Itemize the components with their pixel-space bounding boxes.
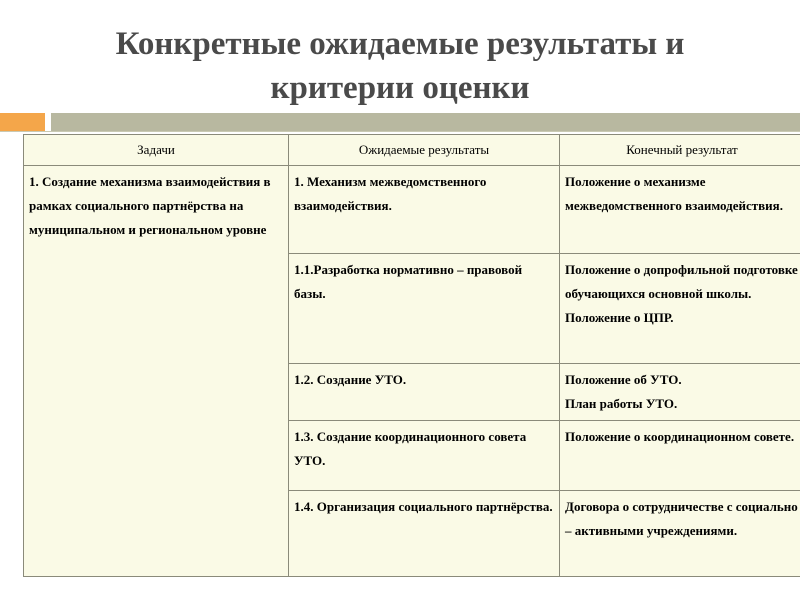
final-result-line: Положение о ЦПР. (565, 310, 674, 325)
decorative-divider (0, 131, 800, 132)
final-result-cell (560, 254, 800, 364)
final-result-cell (560, 166, 800, 254)
expected-result-cell: 1. Механизм межведомственного взаимодействия. (289, 166, 560, 254)
final-result-line: Положение о механизме межведомственного взаимодействия. (565, 174, 783, 213)
final-result-cell (560, 421, 800, 491)
expected-result-cell: 1.3. Создание координационного совета УТО. (289, 421, 560, 491)
final-result-cell (560, 364, 800, 421)
final-result-line: План работы УТО. (565, 396, 678, 411)
table-header-row (24, 135, 800, 166)
final-result-cell (560, 491, 800, 577)
decorative-bar-gray (51, 113, 800, 132)
final-result-line: Договора о сотрудничестве с социально – активными учреждениями. (565, 499, 798, 538)
header-tasks: Задачи (24, 135, 289, 166)
header-expected-results: Ожидаемые результаты (289, 135, 560, 166)
final-result-line: Положение о координационном совете. (565, 429, 795, 444)
expected-result-cell: 1.1.Разработка нормативно – правовой базы. (289, 254, 560, 364)
task-cell: 1. Создание механизма взаимодействия в рамках социального партнёрства на муниципальном и региональном уровне (24, 166, 289, 577)
expected-result-cell: 1.2. Создание УТО. (289, 364, 560, 421)
table-row (24, 166, 800, 254)
decorative-bar-orange (0, 113, 45, 132)
header-final-result: Конечный результат (560, 135, 800, 166)
slide-title-line-2: критерии оценки (270, 70, 530, 106)
final-result-line: Положение об УТО. (565, 372, 682, 387)
results-table (23, 134, 800, 577)
expected-result-cell: 1.4. Организация социального партнёрства. (289, 491, 560, 577)
final-result-line: Положение о допрофильной подготовке обучающихся основной школы. (565, 262, 798, 301)
slide-title-line-1: Конкретные ожидаемые результаты и (115, 26, 685, 62)
slide-title (0, 22, 800, 110)
